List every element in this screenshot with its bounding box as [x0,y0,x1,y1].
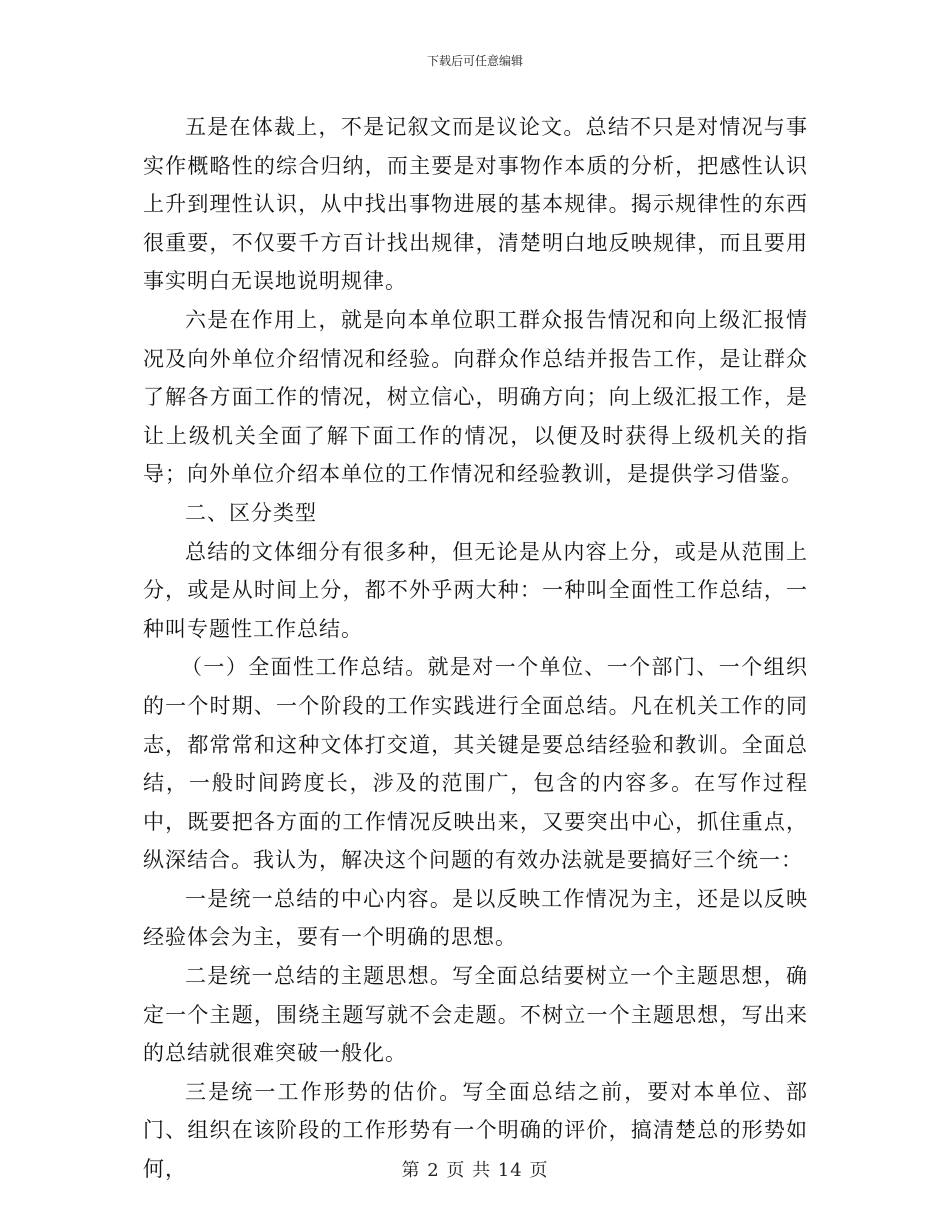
section-heading: 二、区分类型 [185,500,317,525]
subsection-paragraph: （一）全面性工作总结。就是对一个单位、一个部门、一个组织的一个时期、一个阶段的工作实践进行全面总结。凡在机关工作的同志，都常常和这种文体打交道，其关键是要总结经验和教训。全面总结，一般时间跨度长，涉及的范围广，包含的内容多。在写作过程中，既要把各方面的工作情况反映出来，又要突出中心，抓住重点，纵深结合。我认为，解决这个问题的有效办法就是要搞好三个统一： [143,655,808,873]
paragraph: 五是在体裁上，不是记叙文而是议论文。总结不只是对情况与事实作概略性的综合归纳，而主要是对事物作本质的分析，把感性认识上升到理性认识，从中找出事物进展的基本规律。揭示规律性的东西很重要，不仅要千方百计找出规律，清楚明白地反映规律，而且要用事实明白无误地说明规律。 [143,115,808,294]
paragraph: 总结的文体细分有很多种，但无论是从内容上分，或是从范围上分，或是从时间上分，都不外乎两大种：一种叫全面性工作总结，一种叫专题性工作总结。 [143,539,808,641]
paragraph: 三是统一工作形势的估价。写全面总结之前，要对本单位、部门、组织在该阶段的工作形势有一个明确的评价，搞清楚总的形势如何， [143,1079,808,1182]
paragraph: 一是统一总结的中心内容。是以反映工作情况为主，还是以反映经验体会为主，要有一个明确的思想。 [143,886,808,950]
paragraph: 二是统一总结的主题思想。写全面总结要树立一个主题思想，确定一个主题，围绕主题写就不会走题。不树立一个主题思想，写出来的总结就很难突破一般化。 [143,964,808,1066]
document-body [143,108,808,1189]
page-number: 第 2 页 共 14 页 [401,1160,549,1181]
paragraph: 六是在作用上，就是向本单位职工群众报告情况和向上级汇报情况及向外单位介绍情况和经验。向群众作总结并报告工作，是让群众了解各方面工作的情况，树立信心，明确方向；向上级汇报工作，是让上级机关全面了解下面工作的情况，以便及时获得上级机关的指导；向外单位介绍本单位的工作情况和经验教训，是提供学习借鉴。 [143,307,808,487]
page-header-note: 下载后可任意编辑 [426,54,523,68]
